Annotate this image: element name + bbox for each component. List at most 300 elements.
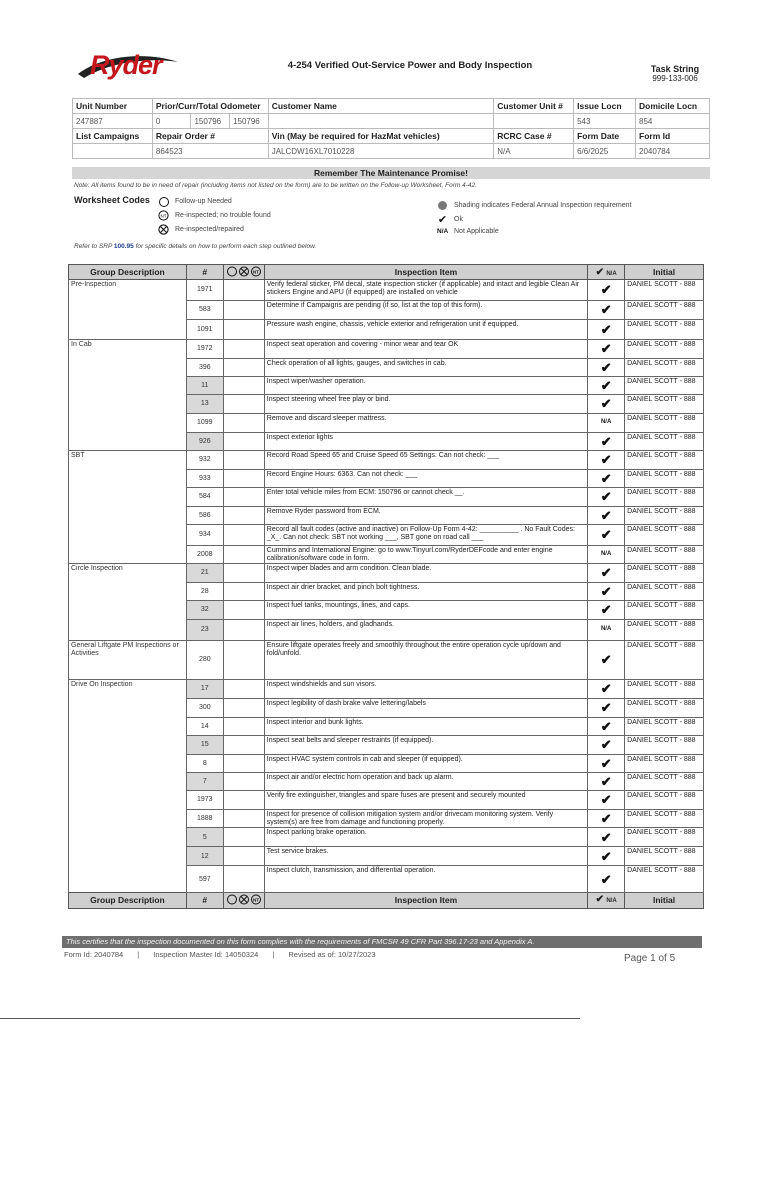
- code-na-symbol: N/A: [437, 228, 449, 235]
- table-row: [69, 395, 704, 414]
- worksheet-code-cell[interactable]: [223, 320, 264, 340]
- status-mark: ✔: [588, 736, 625, 755]
- page-footer: Form Id: 2040784 | Inspection Master Id: 14050324 | Revised as of: 10/27/2023: [64, 950, 376, 959]
- initial: DANIEL SCOTT - 888: [625, 641, 704, 680]
- svg-text:NT: NT: [252, 897, 259, 903]
- status-mark: N/A: [588, 414, 625, 433]
- group-description: [69, 755, 187, 773]
- initial: DANIEL SCOTT - 888: [625, 377, 704, 395]
- page-number: Page 1 of 5: [624, 953, 676, 964]
- code-shading: [437, 200, 631, 211]
- item-number: 584: [186, 488, 223, 507]
- checkmark-icon: ✔: [595, 266, 604, 278]
- group-description: [69, 699, 187, 718]
- form-id-value: 2040784: [636, 144, 710, 159]
- worksheet-codes-title: Worksheet Codes: [74, 195, 150, 205]
- odometer-prior: 0: [152, 114, 191, 129]
- item-number: 280: [186, 641, 223, 680]
- odometer-label: Prior/Curr/Total Odometer: [152, 99, 268, 114]
- form-date-value: 6/6/2025: [574, 144, 636, 159]
- worksheet-code-cell[interactable]: [223, 791, 264, 810]
- table-row: [69, 433, 704, 451]
- initial: DANIEL SCOTT - 888: [625, 620, 704, 641]
- group-description: [69, 601, 187, 620]
- inspection-table: [68, 264, 704, 909]
- item-number: 12: [186, 847, 223, 866]
- list-campaigns-value: [73, 144, 153, 159]
- table-row: [69, 488, 704, 507]
- table-row: [69, 680, 704, 699]
- item-number: 597: [186, 866, 223, 893]
- srp-note-pre: Refer to SRP: [74, 243, 113, 250]
- worksheet-code-cell[interactable]: [223, 641, 264, 680]
- shading-icon: [437, 200, 448, 211]
- worksheet-code-cell[interactable]: [223, 451, 264, 470]
- worksheet-code-cell[interactable]: [223, 847, 264, 866]
- customer-unit-label: Customer Unit #: [494, 99, 574, 114]
- footer-form-id: Form Id: 2040784: [64, 950, 124, 959]
- unit-info-table: [72, 98, 710, 159]
- item-number: 1973: [186, 791, 223, 810]
- group-description: [69, 488, 187, 507]
- initial: DANIEL SCOTT - 888: [625, 340, 704, 359]
- table-row: [69, 718, 704, 736]
- worksheet-code-cell[interactable]: [223, 810, 264, 828]
- certification-bar: This certifies that the inspection documented on this form complies with the requirements of FMCSR 49 CFR Part 396.17-23 and Appendix A.: [62, 936, 702, 948]
- table-row: [69, 828, 704, 847]
- inspection-item: Inspect windshields and sun visors.: [264, 680, 587, 699]
- status-mark: ✔: [588, 718, 625, 736]
- divider: [0, 1018, 580, 1019]
- group-description: Circle Inspection: [69, 564, 187, 583]
- domicile-locn-label: Domicile Locn: [636, 99, 710, 114]
- table-row: [69, 641, 704, 680]
- worksheet-code-cell[interactable]: [223, 680, 264, 699]
- inspection-item: Determine if Campaigns are pending (if so, list at the top of this form).: [264, 301, 587, 320]
- issue-locn-label: Issue Locn: [574, 99, 636, 114]
- group-description: [69, 847, 187, 866]
- group-description: [69, 718, 187, 736]
- initial: DANIEL SCOTT - 888: [625, 488, 704, 507]
- initial: DANIEL SCOTT - 888: [625, 301, 704, 320]
- inspection-item: Record Engine Hours: 6363. Can not check: ___: [264, 470, 587, 488]
- group-description: [69, 507, 187, 525]
- worksheet-code-cell[interactable]: [223, 718, 264, 736]
- task-string: [630, 64, 720, 84]
- inspection-item: Ensure liftgate operates freely and smoothly throughout the entire operation cycle up/down and fold/unfold.: [264, 641, 587, 680]
- code-shading-label: Shading indicates Federal Annual Inspection requirement: [454, 202, 632, 209]
- worksheet-code-cell[interactable]: [223, 773, 264, 791]
- col-inspection-item: Inspection Item: [264, 265, 587, 280]
- customer-name-label: Customer Name: [268, 99, 494, 114]
- srp-link[interactable]: 100.95: [113, 243, 134, 250]
- worksheet-code-cell[interactable]: [223, 414, 264, 433]
- status-mark: ✔: [588, 320, 625, 340]
- form-id-label: Form Id: [636, 129, 710, 144]
- initial: DANIEL SCOTT - 888: [625, 395, 704, 414]
- item-number: 28: [186, 583, 223, 601]
- ryder-logo: Ryder: [90, 50, 162, 80]
- inspection-item: Inspect air and/or electric horn operation and back up alarm.: [264, 773, 587, 791]
- worksheet-code-cell[interactable]: [223, 866, 264, 893]
- inspection-item: Record all fault codes (active and inactive) on Follow-Up Form 4-42: __________ . No Fault Codes: _X_. Can not check: SBT not working ___, SBT gone on road call ___: [264, 525, 587, 546]
- table-row: [69, 773, 704, 791]
- table-row: [69, 301, 704, 320]
- repair-order-value: 864523: [152, 144, 268, 159]
- list-campaigns-label: List Campaigns: [73, 129, 153, 144]
- group-description: [69, 736, 187, 755]
- unit-number-value: 247887: [73, 114, 153, 129]
- status-mark: ✔: [588, 470, 625, 488]
- initial: DANIEL SCOTT - 888: [625, 699, 704, 718]
- footer-master-id: Inspection Master Id: 14050324: [153, 950, 259, 959]
- initial: DANIEL SCOTT - 888: [625, 451, 704, 470]
- status-mark: ✔: [588, 866, 625, 893]
- group-description: [69, 791, 187, 810]
- footer-revised: Revised as of: 10/27/2023: [288, 950, 376, 959]
- table-row: [69, 359, 704, 377]
- worksheet-code-cell[interactable]: [223, 359, 264, 377]
- group-description: [69, 433, 187, 451]
- inspection-item: Inspect interior and bunk lights.: [264, 718, 587, 736]
- worksheet-code-cell[interactable]: [223, 507, 264, 525]
- initial: DANIEL SCOTT - 888: [625, 470, 704, 488]
- item-number: 15: [186, 736, 223, 755]
- initial: DANIEL SCOTT - 888: [625, 755, 704, 773]
- inspection-item: Inspect wiper/washer operation.: [264, 377, 587, 395]
- table-row: [69, 583, 704, 601]
- initial: DANIEL SCOTT - 888: [625, 601, 704, 620]
- vin-value: JALCDW16XL7010228: [268, 144, 494, 159]
- inspection-item: Remove Ryder password from ECM.: [264, 507, 587, 525]
- item-number: 11: [186, 377, 223, 395]
- footer-inspection-item: Inspection Item: [264, 893, 587, 909]
- inspection-item: Test service brakes.: [264, 847, 587, 866]
- group-description: In Cab: [69, 340, 187, 359]
- initial: DANIEL SCOTT - 888: [625, 847, 704, 866]
- item-number: 396: [186, 359, 223, 377]
- group-description: [69, 546, 187, 564]
- status-mark: ✔: [588, 451, 625, 470]
- inspection-item: Inspect legibility of dash brake valve lettering/labels: [264, 699, 587, 718]
- domicile-locn-value: 854: [636, 114, 710, 129]
- status-mark: ✔: [588, 301, 625, 320]
- rcrc-value: N/A: [494, 144, 574, 159]
- status-mark: ✔: [588, 395, 625, 414]
- group-description: [69, 377, 187, 395]
- item-number: 1091: [186, 320, 223, 340]
- table-footer-row: [69, 893, 704, 909]
- footer-status: [588, 893, 625, 909]
- odometer-total: 150796: [230, 114, 269, 129]
- worksheet-code-cell[interactable]: [223, 601, 264, 620]
- table-row: [69, 866, 704, 893]
- status-mark: ✔: [588, 847, 625, 866]
- worksheet-code-cell[interactable]: [223, 301, 264, 320]
- status-mark: ✔: [588, 828, 625, 847]
- inspection-item: Inspect air drier bracket, and pinch bolt tightness.: [264, 583, 587, 601]
- table-row: [69, 564, 704, 583]
- item-number: 1971: [186, 280, 223, 301]
- table-row: [69, 601, 704, 620]
- inspection-item: Inspect HVAC system controls in cab and sleeper (if equipped).: [264, 755, 587, 773]
- inspection-item: Record Road Speed 65 and Cruise Speed 65 Settings. Can not check: ___: [264, 451, 587, 470]
- code-repaired: [158, 224, 244, 235]
- table-row: [69, 791, 704, 810]
- table-row: [69, 470, 704, 488]
- initial: DANIEL SCOTT - 888: [625, 866, 704, 893]
- table-row: [69, 507, 704, 525]
- rcrc-label: RCRC Case #: [494, 129, 574, 144]
- inspection-rows: [69, 280, 704, 893]
- worksheet-code-cell[interactable]: [223, 755, 264, 773]
- group-description: [69, 414, 187, 433]
- circle-x-icon: [158, 224, 169, 235]
- status-mark: ✔: [588, 601, 625, 620]
- inspection-item: Pressure wash engine, chassis, vehicle exterior and refrigeration unit if equipped.: [264, 320, 587, 340]
- initial: DANIEL SCOTT - 888: [625, 433, 704, 451]
- table-row: [69, 755, 704, 773]
- inspection-item: Enter total vehicle miles from ECM: 150796 or cannot check __.: [264, 488, 587, 507]
- worksheet-code-cell[interactable]: [223, 546, 264, 564]
- item-number: 933: [186, 470, 223, 488]
- item-number: 21: [186, 564, 223, 583]
- status-mark: ✔: [588, 699, 625, 718]
- initial: DANIEL SCOTT - 888: [625, 736, 704, 755]
- footer-codes: [223, 893, 264, 909]
- odometer-current: 150796: [191, 114, 230, 129]
- group-description: General Liftgate PM Inspections or Activities: [69, 641, 187, 680]
- inspection-item: Check operation of all lights, gauges, and switches in cab.: [264, 359, 587, 377]
- worksheet-code-cell[interactable]: [223, 620, 264, 641]
- status-mark: ✔: [588, 359, 625, 377]
- group-description: [69, 301, 187, 320]
- group-description: [69, 525, 187, 546]
- group-description: [69, 470, 187, 488]
- initial: DANIEL SCOTT - 888: [625, 359, 704, 377]
- worksheet-code-cell[interactable]: [223, 280, 264, 301]
- table-row: [69, 414, 704, 433]
- item-number: 23: [186, 620, 223, 641]
- code-ok: [437, 214, 463, 225]
- worksheet-code-cell[interactable]: [223, 525, 264, 546]
- status-mark: ✔: [588, 773, 625, 791]
- col-group-description: Group Description: [69, 265, 187, 280]
- inspection-item: Inspect for presence of collision mitigation system and/or drivecam monitoring system. Verify system(s) are free from damage and functioning properly.: [264, 810, 587, 828]
- item-number: 300: [186, 699, 223, 718]
- status-mark: ✔: [588, 377, 625, 395]
- table-row: [69, 280, 704, 301]
- col-status-label: N/A: [606, 270, 617, 277]
- status-mark: ✔: [588, 791, 625, 810]
- code-reinspected-label: Re-inspected; no trouble found: [175, 212, 271, 219]
- circle-icon: [158, 196, 169, 207]
- inspection-item: Inspect air lines, holders, and gladhands.: [264, 620, 587, 641]
- item-number: 13: [186, 395, 223, 414]
- inspection-item: Verify federal sticker, PM decal, state inspection sticker (if applicable) and intact and legible Clean Air stickers Engine and APU (if equipped) are installed on vehicle: [264, 280, 587, 301]
- table-row: [69, 847, 704, 866]
- worksheet-code-cell[interactable]: [223, 395, 264, 414]
- vin-label: Vin (May be required for HazMat vehicles): [268, 129, 494, 144]
- group-description: [69, 810, 187, 828]
- status-mark: ✔: [588, 755, 625, 773]
- srp-note-post: for specific details on how to perform each step outlined below.: [135, 243, 317, 250]
- inspection-item: Cummins and International Engine: go to www.Tinyurl.com/RyderDEFcode and enter engine calibration/software code in form.: [264, 546, 587, 564]
- worksheet-code-cell[interactable]: [223, 340, 264, 359]
- inspection-item: Inspect wiper blades and arm condition. Clean blade.: [264, 564, 587, 583]
- code-follow-up: [158, 196, 232, 207]
- item-number: 17: [186, 680, 223, 699]
- worksheet-code-cell[interactable]: [223, 377, 264, 395]
- worksheet-code-cell[interactable]: [223, 828, 264, 847]
- status-mark: ✔: [588, 680, 625, 699]
- initial: DANIEL SCOTT - 888: [625, 810, 704, 828]
- item-number: 8: [186, 755, 223, 773]
- table-row: [69, 340, 704, 359]
- status-mark: ✔: [588, 564, 625, 583]
- repair-order-label: Repair Order #: [152, 129, 268, 144]
- group-description: [69, 395, 187, 414]
- worksheet-code-cell[interactable]: [223, 564, 264, 583]
- item-number: 5: [186, 828, 223, 847]
- group-description: [69, 773, 187, 791]
- initial: DANIEL SCOTT - 888: [625, 546, 704, 564]
- group-description: [69, 828, 187, 847]
- table-row: [69, 699, 704, 718]
- col-status: [588, 265, 625, 280]
- code-follow-up-label: Follow-up Needed: [175, 198, 232, 205]
- group-description: Drive On Inspection: [69, 680, 187, 699]
- status-mark: ✔: [588, 488, 625, 507]
- code-reinspected: [158, 210, 271, 221]
- table-row: [69, 320, 704, 340]
- status-mark: ✔: [588, 583, 625, 601]
- svg-text:NT: NT: [160, 213, 167, 219]
- initial: DANIEL SCOTT - 888: [625, 414, 704, 433]
- status-mark: ✔: [588, 340, 625, 359]
- repair-note: Note: All items found to be in need of repair (including items not listed on the form) are to be written on the Follow-up Worksheet, Form 4-42.: [74, 182, 477, 189]
- group-description: SBT: [69, 451, 187, 470]
- code-na-label: Not Applicable: [454, 228, 499, 235]
- initial: DANIEL SCOTT - 888: [625, 680, 704, 699]
- table-header-row: [69, 265, 704, 280]
- code-repaired-label: Re-inspected/repaired: [175, 226, 244, 233]
- status-mark: ✔: [588, 641, 625, 680]
- status-mark: ✔: [588, 507, 625, 525]
- initial: DANIEL SCOTT - 888: [625, 583, 704, 601]
- status-mark: ✔: [588, 810, 625, 828]
- status-mark: ✔: [588, 433, 625, 451]
- item-number: 14: [186, 718, 223, 736]
- initial: DANIEL SCOTT - 888: [625, 280, 704, 301]
- item-number: 32: [186, 601, 223, 620]
- item-number: 586: [186, 507, 223, 525]
- item-number: 2008: [186, 546, 223, 564]
- item-number: 583: [186, 301, 223, 320]
- footer-status-label: N/A: [606, 897, 617, 904]
- initial: DANIEL SCOTT - 888: [625, 791, 704, 810]
- group-description: [69, 359, 187, 377]
- task-string-label: Task String: [650, 64, 700, 74]
- group-description: [69, 620, 187, 641]
- checkmark-icon: ✔: [437, 214, 448, 226]
- item-number: 932: [186, 451, 223, 470]
- inspection-item: Verify fire extinguisher, triangles and spare fuses are present and securely mounted: [264, 791, 587, 810]
- footer-group-description: Group Description: [69, 893, 187, 909]
- item-number: 1972: [186, 340, 223, 359]
- status-mark: ✔: [588, 525, 625, 546]
- worksheet-code-cell[interactable]: [223, 470, 264, 488]
- code-na: [437, 228, 499, 235]
- table-row: [69, 736, 704, 755]
- initial: DANIEL SCOTT - 888: [625, 320, 704, 340]
- table-row: [69, 810, 704, 828]
- table-row: [69, 525, 704, 546]
- table-row: [69, 546, 704, 564]
- unit-number-label: Unit Number: [73, 99, 153, 114]
- worksheet-code-cell[interactable]: [223, 488, 264, 507]
- inspection-item: Inspect seat belts and sleeper restraints (if equipped).: [264, 736, 587, 755]
- group-description: [69, 320, 187, 340]
- status-mark: ✔: [588, 280, 625, 301]
- customer-unit-value: [494, 114, 574, 129]
- footer-number: #: [186, 893, 223, 909]
- item-number: 926: [186, 433, 223, 451]
- inspection-item: Inspect parking brake operation.: [264, 828, 587, 847]
- worksheet-code-cell[interactable]: [223, 583, 264, 601]
- customer-name-value: [268, 114, 494, 129]
- worksheet-code-cell[interactable]: [223, 433, 264, 451]
- inspection-item: Inspect fuel tanks, mountings, lines, and caps.: [264, 601, 587, 620]
- worksheet-code-icons: [226, 894, 262, 905]
- initial: DANIEL SCOTT - 888: [625, 507, 704, 525]
- group-description: [69, 866, 187, 893]
- initial: DANIEL SCOTT - 888: [625, 773, 704, 791]
- issue-locn-value: 543: [574, 114, 636, 129]
- status-mark: N/A: [588, 620, 625, 641]
- initial: DANIEL SCOTT - 888: [625, 718, 704, 736]
- worksheet-code-cell[interactable]: [223, 736, 264, 755]
- task-string-value: 999-133-006: [652, 74, 698, 83]
- srp-note: [74, 243, 316, 250]
- table-row: [69, 620, 704, 641]
- item-number: 1888: [186, 810, 223, 828]
- col-initial: Initial: [625, 265, 704, 280]
- checkmark-icon: ✔: [595, 893, 604, 905]
- initial: DANIEL SCOTT - 888: [625, 564, 704, 583]
- inspection-item: Remove and discard sleeper mattress.: [264, 414, 587, 433]
- status-mark: N/A: [588, 546, 625, 564]
- form-title: 4-254 Verified Out-Service Power and Body Inspection: [287, 60, 533, 71]
- inspection-item: Inspect steering wheel free play or bind.: [264, 395, 587, 414]
- col-codes: [223, 265, 264, 280]
- initial: DANIEL SCOTT - 888: [625, 828, 704, 847]
- initial: DANIEL SCOTT - 888: [625, 525, 704, 546]
- circle-no-trouble-icon: [158, 210, 169, 221]
- group-description: [69, 583, 187, 601]
- maintenance-promise-banner: Remember The Maintenance Promise!: [72, 167, 710, 179]
- table-row: [69, 377, 704, 395]
- inspection-item: Inspect clutch, transmission, and differential operation.: [264, 866, 587, 893]
- table-row: [69, 451, 704, 470]
- item-number: 7: [186, 773, 223, 791]
- footer-initial: Initial: [625, 893, 704, 909]
- col-number: #: [186, 265, 223, 280]
- worksheet-code-cell[interactable]: [223, 699, 264, 718]
- item-number: 934: [186, 525, 223, 546]
- worksheet-code-icons: [226, 266, 262, 277]
- item-number: 1099: [186, 414, 223, 433]
